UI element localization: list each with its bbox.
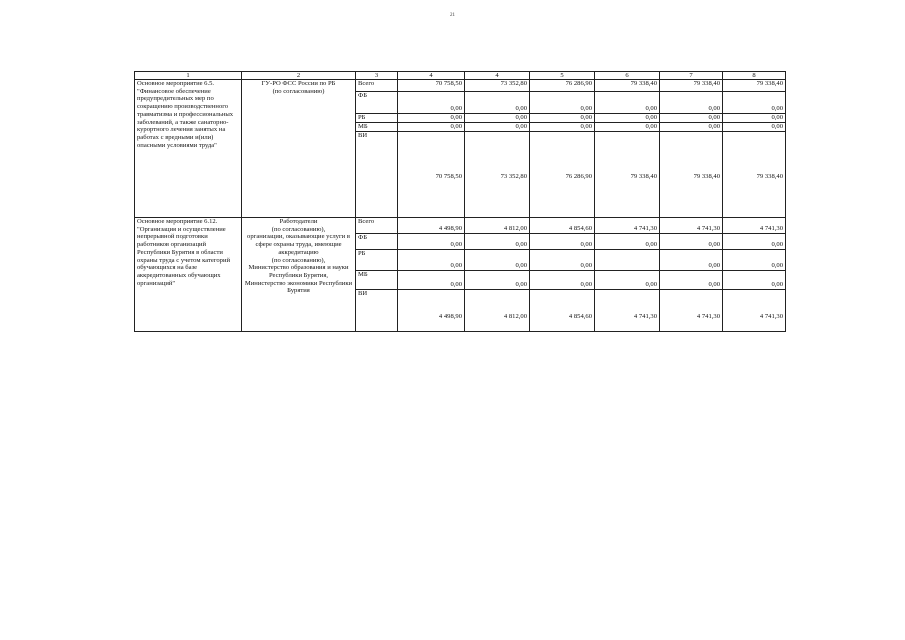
value-cell: 0,00 — [723, 92, 786, 114]
value-cell: 79 338,40 — [723, 132, 786, 218]
value-cell: 0,00 — [595, 114, 660, 123]
value-cell: 0,00 — [398, 114, 465, 123]
budget-table — [134, 71, 786, 332]
value-cell: 0,00 — [530, 250, 595, 271]
value-cell: 76 286,90 — [530, 80, 595, 92]
value-cell: 0,00 — [660, 92, 723, 114]
header-row — [135, 72, 786, 80]
source-cell: ВИ — [356, 290, 398, 332]
header-cell: 3 — [356, 72, 398, 80]
value-cell: 4 741,30 — [660, 290, 723, 332]
value-cell: 0,00 — [723, 271, 786, 290]
value-cell: 0,00 — [595, 271, 660, 290]
header-cell: 6 — [595, 72, 660, 80]
value-cell: 4 498,90 — [398, 290, 465, 332]
value-cell: 4 812,00 — [465, 290, 530, 332]
value-cell: 0,00 — [530, 123, 595, 132]
activity-cell: Основное мероприятие 6.12. "Организация и осуществление непрерывной подготовки работников организаций Республики Бурятия в области охраны труда с учетом категорий обучающихся на базе аккредитованных обучающих организаций" — [135, 218, 242, 332]
value-cell: 4 741,30 — [723, 218, 786, 234]
value-cell: 79 338,40 — [660, 80, 723, 92]
value-cell: 4 854,60 — [530, 218, 595, 234]
executor-cell: Работодатели (по согласованию), организации, оказывающие услуги в сфере охраны труда, имеющие аккредитацию (по согласованию), Министерство образования и науки Республики Бурятия, Министерство экономики Республики Бурятия — [242, 218, 356, 332]
source-cell: Всего — [356, 80, 398, 92]
value-cell: 0,00 — [530, 92, 595, 114]
value-cell: 4 741,30 — [723, 290, 786, 332]
value-cell: 0,00 — [398, 92, 465, 114]
page-number: 21 — [450, 13, 455, 18]
header-cell: 7 — [660, 72, 723, 80]
table-row — [135, 218, 786, 234]
value-cell: 0,00 — [660, 234, 723, 250]
value-cell: 0,00 — [595, 234, 660, 250]
value-cell: 0,00 — [465, 123, 530, 132]
executor-cell: ГУ-РО ФСС России по РБ (по согласованию) — [242, 80, 356, 218]
value-cell: 0,00 — [465, 234, 530, 250]
source-cell: ВИ — [356, 132, 398, 218]
value-cell: 0,00 — [530, 234, 595, 250]
source-cell: РБ — [356, 250, 398, 271]
value-cell: 79 338,40 — [723, 80, 786, 92]
value-cell: 0,00 — [465, 250, 530, 271]
value-cell: 0,00 — [398, 271, 465, 290]
source-cell: ФБ — [356, 234, 398, 250]
source-cell: РБ — [356, 114, 398, 123]
value-cell: 73 352,80 — [465, 80, 530, 92]
value-cell: 73 352,80 — [465, 132, 530, 218]
value-cell: 70 758,50 — [398, 80, 465, 92]
value-cell: 0,00 — [398, 250, 465, 271]
activity-cell: Основное мероприятие 6.5. "Финансовое обеспечение предупредительных мер по сокращению производственного травматизма и профессиональных заболеваний, а также санаторно-курортного лечения занятых на работах с вредными и(или) опасными условиями труда" — [135, 80, 242, 218]
value-cell: 0,00 — [465, 114, 530, 123]
value-cell: 79 338,40 — [595, 132, 660, 218]
value-cell: 0,00 — [398, 123, 465, 132]
value-cell: 4 741,30 — [595, 218, 660, 234]
table-row — [135, 80, 786, 92]
header-cell: 1 — [135, 72, 242, 80]
value-cell: 0,00 — [723, 123, 786, 132]
header-cell: 8 — [723, 72, 786, 80]
header-cell: 4 — [398, 72, 465, 80]
value-cell: 76 286,90 — [530, 132, 595, 218]
value-cell: 0,00 — [595, 123, 660, 132]
value-cell: 79 338,40 — [660, 132, 723, 218]
value-cell — [595, 250, 660, 271]
value-cell: 0,00 — [723, 114, 786, 123]
value-cell: 0,00 — [465, 271, 530, 290]
value-cell: 0,00 — [660, 114, 723, 123]
source-cell: МБ — [356, 123, 398, 132]
value-cell: 70 758,50 — [398, 132, 465, 218]
source-cell: МБ — [356, 271, 398, 290]
header-cell: 5 — [530, 72, 595, 80]
value-cell: 0,00 — [530, 114, 595, 123]
value-cell: 0,00 — [398, 234, 465, 250]
header-cell: 2 — [242, 72, 356, 80]
source-cell: ФБ — [356, 92, 398, 114]
value-cell: 0,00 — [660, 123, 723, 132]
value-cell: 0,00 — [660, 271, 723, 290]
value-cell: 4 854,60 — [530, 290, 595, 332]
value-cell: 4 741,30 — [660, 218, 723, 234]
header-cell: 4 — [465, 72, 530, 80]
value-cell: 0,00 — [723, 234, 786, 250]
value-cell: 4 498,90 — [398, 218, 465, 234]
value-cell: 0,00 — [595, 92, 660, 114]
source-cell: Всего — [356, 218, 398, 234]
value-cell: 0,00 — [530, 271, 595, 290]
value-cell: 0,00 — [660, 250, 723, 271]
value-cell: 79 338,40 — [595, 80, 660, 92]
value-cell: 4 812,00 — [465, 218, 530, 234]
value-cell: 0,00 — [465, 92, 530, 114]
value-cell: 0,00 — [723, 250, 786, 271]
value-cell: 4 741,30 — [595, 290, 660, 332]
